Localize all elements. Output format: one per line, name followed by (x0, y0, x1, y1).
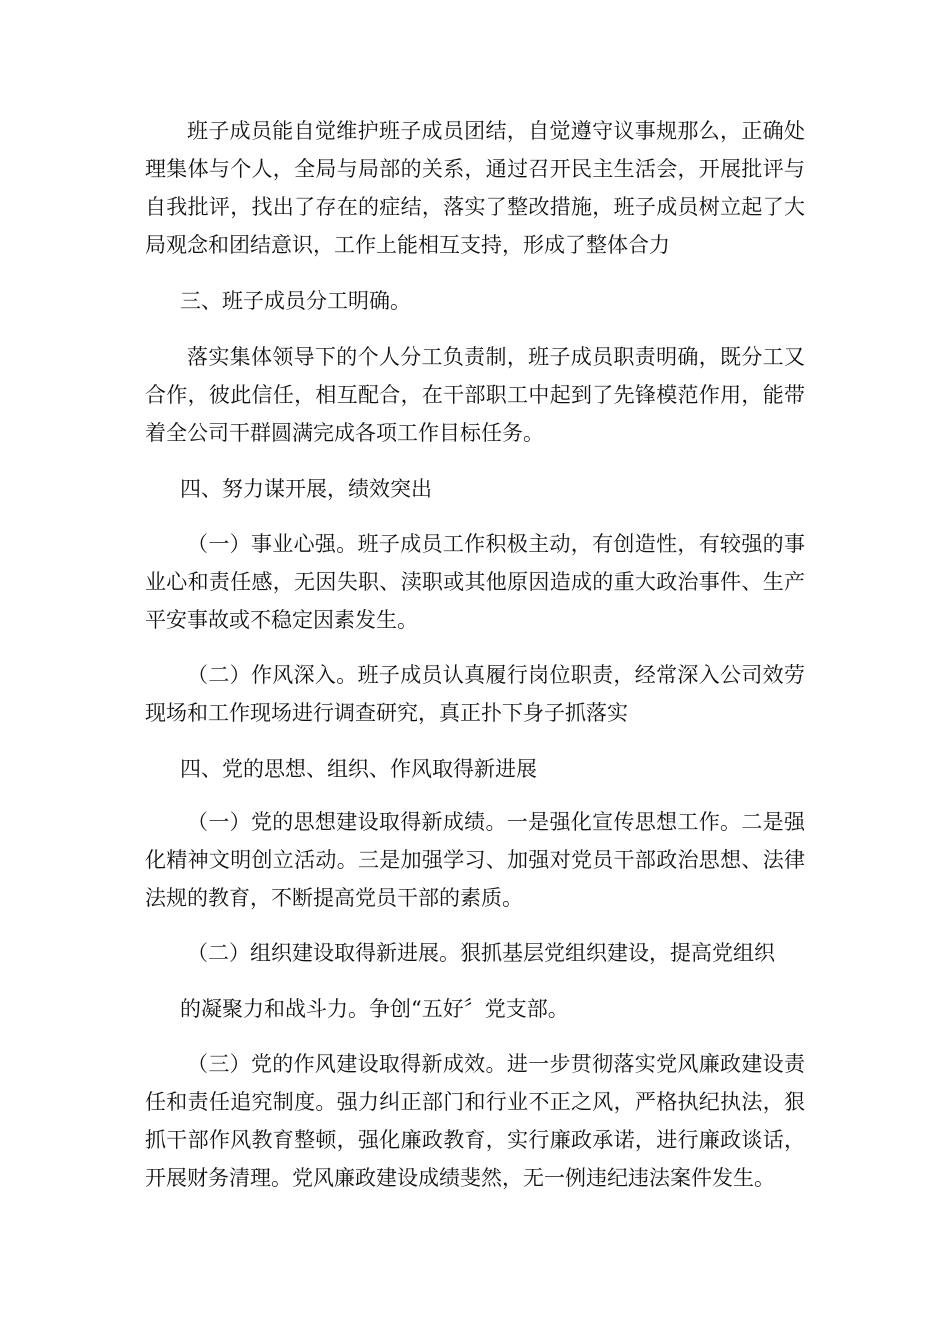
paragraph-division-of-labor: 落实集体领导下的个人分工负责制，班子成员职责明确，既分工又合作，彼此信任，相互配合，在干部职工中起到了先锋模范作用，能带着全公司干群圆满完成各项工作目标任务。 (145, 345, 805, 445)
heading-party-progress: 四、党的思想、组织、作风取得新进展 (180, 757, 537, 781)
paragraph-team-unity: 班子成员能自觉维护班子成员团结，自觉遵守议事规那么，正确处理集体与个人，全局与局部的关系，通过召开民主生活会，开展批评与自我批评，找出了存在的症结，落实了整改措施，班子成员树立起了大局观念和团结意识，工作上能相互支持，形成了整体合力 (145, 119, 805, 257)
paragraph-organization-building-cont: 的凝聚力和战斗力。争创“五好〞党支部。 (180, 997, 569, 1021)
paragraph-organization-building: （二）组织建设取得新进展。狠抓基层党组织建设，提高党组织 (187, 941, 775, 965)
paragraph-dedication: （一）事业心强。班子成员工作积极主动，有创造性，有较强的事业心和责任感，无因失职、渎职或其他原因造成的重大政治事件、生产平安事故或不稳定因素发生。 (145, 532, 805, 632)
paragraph-ideological-building: （一）党的思想建设取得新成绩。一是强化宣传思想工作。二是强化精神文明创立活动。三是加强学习、加强对党员干部政治思想、法律法规的教育，不断提高党员干部的素质。 (145, 810, 805, 910)
paragraph-work-style: （二）作风深入。班子成员认真履行岗位职责，经常深入公司效劳现场和工作现场进行调查研究，真正扑下身子抓落实 (145, 663, 805, 725)
paragraph-conduct-building: （三）党的作风建设取得新成效。进一步贯彻落实党风廉政建设责任和责任追究制度。强力纠正部门和行业不正之风，严格执纪执法，狠抓干部作风教育整顿，强化廉政教育，实行廉政承诺，进行廉政谈话，开展财务清理。党风廉政建设成绩斐然，无一例违纪违法案件发生。 (145, 1052, 805, 1190)
heading-development-performance: 四、努力谋开展，绩效突出 (180, 477, 432, 501)
heading-division-of-labor: 三、班子成员分工明确。 (180, 289, 411, 313)
